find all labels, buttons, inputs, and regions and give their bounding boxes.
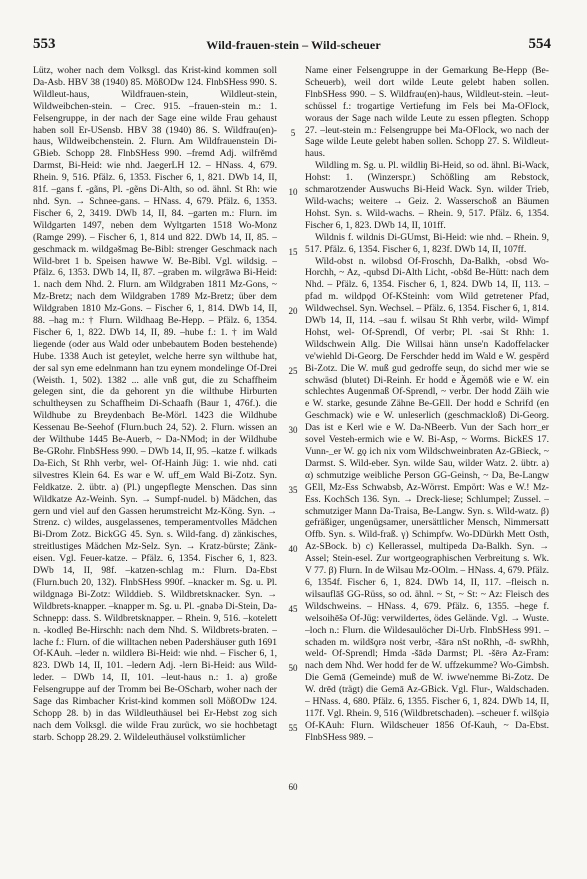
- entry-text: Wildnis f. wildnis Di-GUmst, Bi-Heid: wie nhd. – Rhein. 9, 517. Pfälz. 6, 1354. Fischer 6, 1, 823f. DWb 14, II, 107ff.: [305, 231, 549, 255]
- left-column: [33, 65, 277, 850]
- line-number: 40: [288, 544, 298, 554]
- line-number: 30: [288, 425, 298, 435]
- line-number: 35: [288, 485, 298, 495]
- running-header: Wild-frauen-stein – Wild-scheuer: [206, 38, 381, 52]
- entry-text: Wildling m. Sg. u. Pl. wildliŋ Bi-Heid, so od. ähnl. Bi-Wack, Hohst: 1. (Winzerspr.) Schößling am Rebstock, schmarotzender Auswuchs Bi-Heid Wack. Syn. wilder Trieb, Wild-wachs; weitere → Geiz. 2. Wasserschoß an Bäumen Hohst. Syn. s. Wild-wachs. – Rhein. 9, 517. Pfälz. 6, 1354. Fischer 6, 1, 823. DWb 14, II, 101ff.: [305, 160, 549, 231]
- line-number: 15: [288, 247, 298, 257]
- page-number-right: 554: [528, 36, 551, 52]
- page-number-left: 553: [33, 36, 56, 52]
- right-column: [305, 65, 549, 850]
- line-number: 25: [288, 366, 298, 376]
- entry-text: Wild-obst n. wilobsd Of-Froschh, Da-Balkh, -obsd Wo-Horchh, ~ Az, -qubsd Di-Alth Licht, -obšd Be-Hütt: nach dem Nhd. – Pfälz. 6, 1354. Fischer 6, 1, 824. DWb 14, II, 113. –pfad m. wildpǫd Of-KSteinh: vom Wild getretener Pfad, Wildwechsel. Syn. Wechsel. – Pfälz. 6, 1354. Fischer 6, 1, 814. DWb 14, II, 114. –sau f. wilsau St Rhh verbr, wild- Wimpf Hohst, wel- Of-Sprendl, Of verbr; Pl. -sai St Rhh: 1. Wildschwein Allg. Die Willsai hänn unse'n Kadoffelacker ve'wiehld Di-Georg. De Ferschder hedd im Wald e W. gespërd Bi-Zotz. Die W. muß gud gedroffe seu̯n, do sichd mer wie se schwäsd (blutet) Di-Reinh. Er hodd e Ägemöß wie e W. ein schlechtes Augenmaß Of-Sprendl, ~ verbr. Der hodd Zäih wie e W. starke, gesunde Zähne Be-GEll. Der hodd e Schrifd (en Geschmack) wie e W. unleserlich (geschmackloß) Di-Georg. Das ist e Kerl wie e W. Da-NBeerb. Vun der Sach horr_er sovel Vesteh-ermich wie e W. Bi-Asp, ~ Worms. BickES 17. Vunn-_er W. gǫ ich nix vom Wildschweinbraten Az-GBieck, ~ Darmst. S. Wild-eber. Syn. wilde Sau, wilder Watz. 2. übtr. a) α) schmutzige weibliche Person GG-Geinsh, ~ Da, Be-Langw GEll, Mz-Ess Schwabsb, Az-Wörrst. Empört: Was e W.! Mz-Ess. KochSch 136. Syn. → Dreck-liese; Schlumpel; Zussel. – schmutziger Mann Da-Traisa, Be-Langw. Syn. s. Wild-watz. β) gefräßiger, ungenügsamer, unersättlicher Mensch, Nimmersatt Offb. Syn. s. Wild-fraß. γ) Schimpfw. Wo-DDürkh Mett Osth, Az-SBock. b) c) Kellerassel, multipeda Da-Balkh. Syn. → Assel; Stein-esel. Zur wortgeographischen Verbreitung s. Wk. V 77. β) Flurn. In de Wilsau Mz-OOlm. – HNass. 4, 679. Pfälz. 6, 1354f. Fischer 6, 1, 824. DWb 14, II, 117. –fleisch n. wilsauflāš GG-Rüss, so od. ähnl. ~ St, ~ St: ~ Az: Fleisch des Wildschweins. – HNass. 4, 679. Pfälz. 6, 1355. –hege f. welsoihēšə Of-Jüg: verwildertes, ödes Gelände. Vgl. → Wuste. –loch n.: Flurn. die Wildesaulöcher Di-Urb. FlnbSHess 991. –schaden m. wildšǫrə noṡt verbr, -šārə nSt noRhh, -ḋ- swRhh, weld- Of-Sprendl; Hmda -šādə Darmst; Pl. -šērə Az-Fram: nach dem Nhd. Wer hodd fer de W. uffzekumme? Wo-Gimbsh. Die Gemā (Gemeinde) muß de W. iwwe'nemme Bi-Zotz. De W. drēd (trägt) die Gemā Az-GBick. Vgl. Flur-, Waldschaden. – HNass. 4, 680. Pfälz. 6, 1355. Fischer 6, 1, 824. DWb 14, II, 117f. Vgl. Rhein. 9, 516 (Wildbretschaden). –scheuer f. wilšǫiə Of-KAuh: Flurn. Wildscheuer 1856 Of-Kauh, ~ Da-Ebst. FlnbSHess 989. –: [305, 255, 549, 743]
- line-number: 45: [288, 604, 298, 614]
- line-number: 5: [290, 128, 296, 138]
- entry-text: Name einer Felsengruppe in der Gemarkung Be-Hepp (Be-Scheuerb), weil dort wilde Leute gelebt haben sollen. FlnbSHess 990. – S. Wildfrau(en)-haus, Wildleut-stein. –leut-schüssel f.: trogartige Vertiefung im Fels bei Ma-OFlock, woraus der Sage nach wilde Leute zu essen pflegten. Schopp 27. –leut-stein m.: Felsengruppe bei Ma-OFlock, wo nach der Sage wilde Leute gelebt haben sollen. Schopp 27. S. Wildleut-haus.: [305, 65, 549, 160]
- entry-text: Lütz, woher nach dem Volksgl. das Krist-kind kommen soll Da-Asb. HBV 38 (1940) 85. MößODw 124. FlnbSHess 990. S. Wildleut-haus, Wildfrauen-stein, Wildleut-stein, Wildweibchen-stein. – Crec. 915. –frauen-stein m.: 1. Felsengruppe, in der nach der Sage eine wilde Frau gehaust haben soll Er-USensb. HBV 38 (1940) 86. S. Wildfrau(en)-haus, Wildweibchenstein. 2. Flurn. Am Wildfrauenstein Di-GBieb. Schopp 28. FlnbSHess 990. –fremd Adj. wilfrĕmd Darmst, Bi-Heid: wie nhd. JaegerLH 12. – HNass. 4, 679. Rhein. 9, 516. Pfälz. 6, 1353. Fischer 6, 1, 821. DWb 14, II, 81f. –gans f. -gãns, Pl. -gẽns Di-Alth, so od. ähnl. St Rh: wie nhd. Syn. → Schnee-gans. – HNass. 4, 679. Pfälz. 6, 1353. Fischer 6, 2, 3419. DWb 14, II, 84. –garten m.: Flurn. im Wildgarten 1497, neben dem Wyltgarten 1518 Wo-Monz (Ramge 299). – Fischer 6, 1, 814 und 822. DWb 14, II, 85. –geschmack m. wildgəšmag Be-Bibl: strenger Geschmack nach Wild-bret 1 b. Speisen hawwe W. Be-Bibl. Vgl. wildsig. – Pfälz. 6, 1353. DWb 14, II, 87. –graben m. wilgrāwə Bi-Heid: 1. nach dem Nhd. 2. Flurn. am Wildgraben 1811 Mz-Gons, ~ Mz-Bretz; nach dem Wildgraben 1789 Mz-Bretz; über dem Wildgraben 1810 Mz-Gons. – Fischer 6, 1, 814. DWb 14, II, 88. –hag m.: † Flurn. Wildhaag Be-Hepp. – Pfälz. 6, 1354. Fischer 6, 1, 822. DWb 14, II, 89. –hube f.: 1. † im Wald liegende (oder aus Wald oder unbebautem Boden bestehende) Hube. 1338 Auch ist geteylet, welche herre syn wilthube hat, der sal syn eme edelnmann han tzu eynem mondelinge Of-Drei (Weisth. 1, 502). 1382 ... alle vnß gut, die zu Schaffheim gelegen sint, die da gehorent yn die wilthube Hirburten schultheysen zu Schaffheim Di-Schaafh (Baur 1, 476f.). die Wildhube zu Breydenbach Be-Mörl. 1423 die Wildhube Kessenau Be-Seehof (Flurn.buch 24, 52). 2. Flurn. wissen an der Wilthube 1445 Be-Auerb, ~ Da-NMod; in der Wildhube Be-GRohr. FlnbSHess 990. – DWb 14, II, 95. –katze f. wilkads Da-Eich, St Rhh verbr, wel- Of-Hainh Jüg: 1. wie nhd. cati silvestres Klein 64. Es war e W. uff_em Wald Bi-Zotz. Syn. Feldkatze. 2. übtr. a) (Pl.) ungepflegte Menschen. Das sinn Wildkatze Az-Weinh. Syn. → Sumpf-nudel. b) Mädchen, das gern und viel auf den Gassen herumstreicht Mz-Köng. Syn. → Strenz. c) wildes, ausgelassenes, temperamentvolles Mädchen Bi-Drom Zotz. BickGG 45. Syn. s. Wild-fang. d) zänkisches, streitlustiges Mädchen Mz-Selz. Syn. → Kratz-bürste; Zänk-eisen. Vgl. Feuer-katze. – Pfälz. 6, 1354. Fischer 6, 1, 823. DWb 14, II, 98f. –katzen-schlag m.: Flurn. Da-Ebst (Flurn.buch 20, 132). FlnbSHess 990f. –knacker m. Sg. u. Pl. wildgnagə Bi-Zotz: Wilddieb. S. Wildbretsknacker. Syn. → Wildbrets-knapper. –knapper m. Sg. u. Pl. -gnabə Di-Stein, Da-Schnepp: dass. S. Wildbretsknapper. – Rhein. 9, 516. –kotelett n. -kodleḍ Be-Hirschh: nach dem Nhd. S. Wildbrets-braten. –lache f.: Flurn. of die willtachen neben Padershäuser guth 1691 Of-KAuh. –leder n. wildlerə Bi-Heid: wie nhd. – Fischer 6, 1, 823. DWb 14, II, 101. –ledern Adj. -lern Bi-Heid: aus Wild-leder. – DWb 14, II, 101. –leut-haus n.: 1. a) große Felsengruppe auf der Tromm bei Be-OScharb, woher nach der Sage das Rimbacher Krist-kind kommen soll MößODw 124. Schopp 28. b) in das Wildleuthäusel bei Er-Hebst zog sich nach dem Volksgl. die wilde Frau zurück, wo sie hochbetagt starb. Schopp 28.29. 2. Wildeleuthäusel volkstümlicher: [33, 65, 277, 743]
- line-number: 50: [288, 663, 298, 673]
- line-number: 55: [288, 723, 298, 733]
- line-number: 20: [288, 306, 298, 316]
- line-number: 10: [288, 187, 298, 197]
- line-number: 60: [288, 782, 298, 792]
